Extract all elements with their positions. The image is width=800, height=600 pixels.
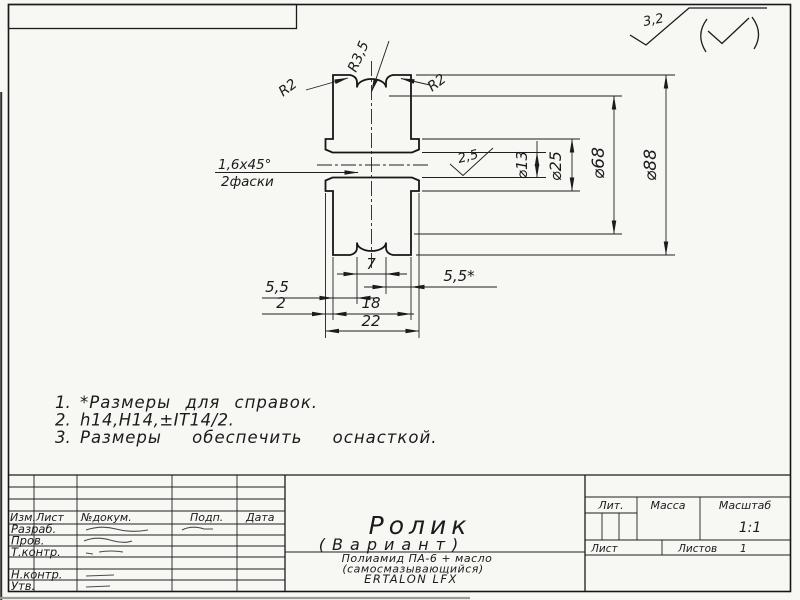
col-header-list: Лист [36, 511, 64, 524]
scale-value: 1:1 [738, 520, 762, 536]
dim-22 [326, 312, 420, 331]
note-text: Размеры обеспечить оснасткой. [80, 428, 438, 447]
row-label-prov: Пров. [11, 533, 45, 548]
dim-dia-13 [513, 141, 537, 179]
label-massa: Масса [650, 499, 686, 512]
radius-label: R3,5 [345, 38, 373, 75]
material-line-1: Полиамид ПА-6 + масло [341, 552, 493, 565]
row-label-razrab: Разраб. [11, 522, 57, 536]
dim-label-18: 18 [361, 294, 381, 312]
label-listov: Листов [678, 543, 718, 555]
dim-label-2: 2 [276, 294, 286, 312]
label-lit: Лит. [598, 499, 624, 512]
title-block-left-table [9, 475, 286, 593]
roller-upper-section [326, 75, 420, 153]
dim-label: 5,5 [265, 278, 289, 296]
label-list: Лист [591, 543, 618, 555]
row-label-utv: Утв. [11, 579, 36, 593]
doc-number-box [9, 5, 297, 29]
dim-label: ⌀25 [546, 151, 565, 181]
material-line-3: ERTALON LFX [364, 572, 458, 586]
callout-r35 [345, 39, 389, 92]
label-masshtab: Масштаб [718, 499, 772, 512]
roller-section-view [317, 61, 429, 270]
roller-lower-section [326, 178, 420, 256]
col-header-data: Дата [246, 511, 275, 524]
dim-dia-68 [589, 96, 614, 234]
surface-finish-general [630, 8, 767, 52]
dim-dia-88 [641, 75, 666, 255]
callout-r2-left [276, 76, 348, 100]
dim-ref-55 [364, 267, 497, 287]
roughness-general-value: 3,2 [641, 11, 666, 30]
dim-dia-25 [546, 139, 572, 191]
surface-finish-bore [450, 147, 493, 175]
dimension-extension-lines-right [389, 75, 675, 255]
notes [55, 393, 437, 447]
dim-label: ⌀13 [513, 150, 531, 180]
roughness-bore-value: 2,5 [456, 147, 481, 167]
dim-label: 22 [361, 312, 381, 330]
radius-label: R2 [424, 71, 450, 96]
chamfer-count: 2фаски [221, 174, 274, 190]
chamfer-size: 1,6x45° [218, 157, 272, 173]
note-text: h14,H14,±IT14/2. [80, 410, 235, 430]
note-text: *Размеры для справок. [80, 393, 319, 412]
dim-label: ⌀68 [589, 147, 609, 179]
roughness-other-surfaces-icon [701, 17, 759, 52]
part-title: Ролик [368, 511, 472, 540]
title-block-right [585, 497, 791, 555]
note-number: 1. [55, 393, 71, 412]
note-number: 2. [55, 410, 71, 430]
title-block [9, 475, 791, 593]
row-label-nkontr: Н.контр. [11, 567, 63, 582]
col-header-podp: Подп. [190, 511, 224, 524]
listov-value: 1 [740, 543, 747, 555]
callout-chamfer [215, 157, 358, 190]
dim-2-and-18 [262, 294, 414, 314]
material-line-2: (самосмазывающийся) [342, 562, 484, 576]
part-variant: (Вариант) [318, 535, 466, 554]
dim-label: 7 [366, 255, 376, 273]
dim-groove-width-7 [337, 255, 407, 274]
col-header-izm: Изм. [10, 511, 36, 524]
dim-label: 5,5* [443, 267, 475, 285]
row-label-tkontr: Т.контр. [11, 545, 61, 559]
title-block-center [285, 475, 585, 592]
col-header-dokum: №докум. [81, 511, 132, 524]
note-number: 3. [55, 428, 71, 447]
dim-label: ⌀88 [641, 149, 661, 181]
radius-label: R2 [275, 76, 301, 101]
